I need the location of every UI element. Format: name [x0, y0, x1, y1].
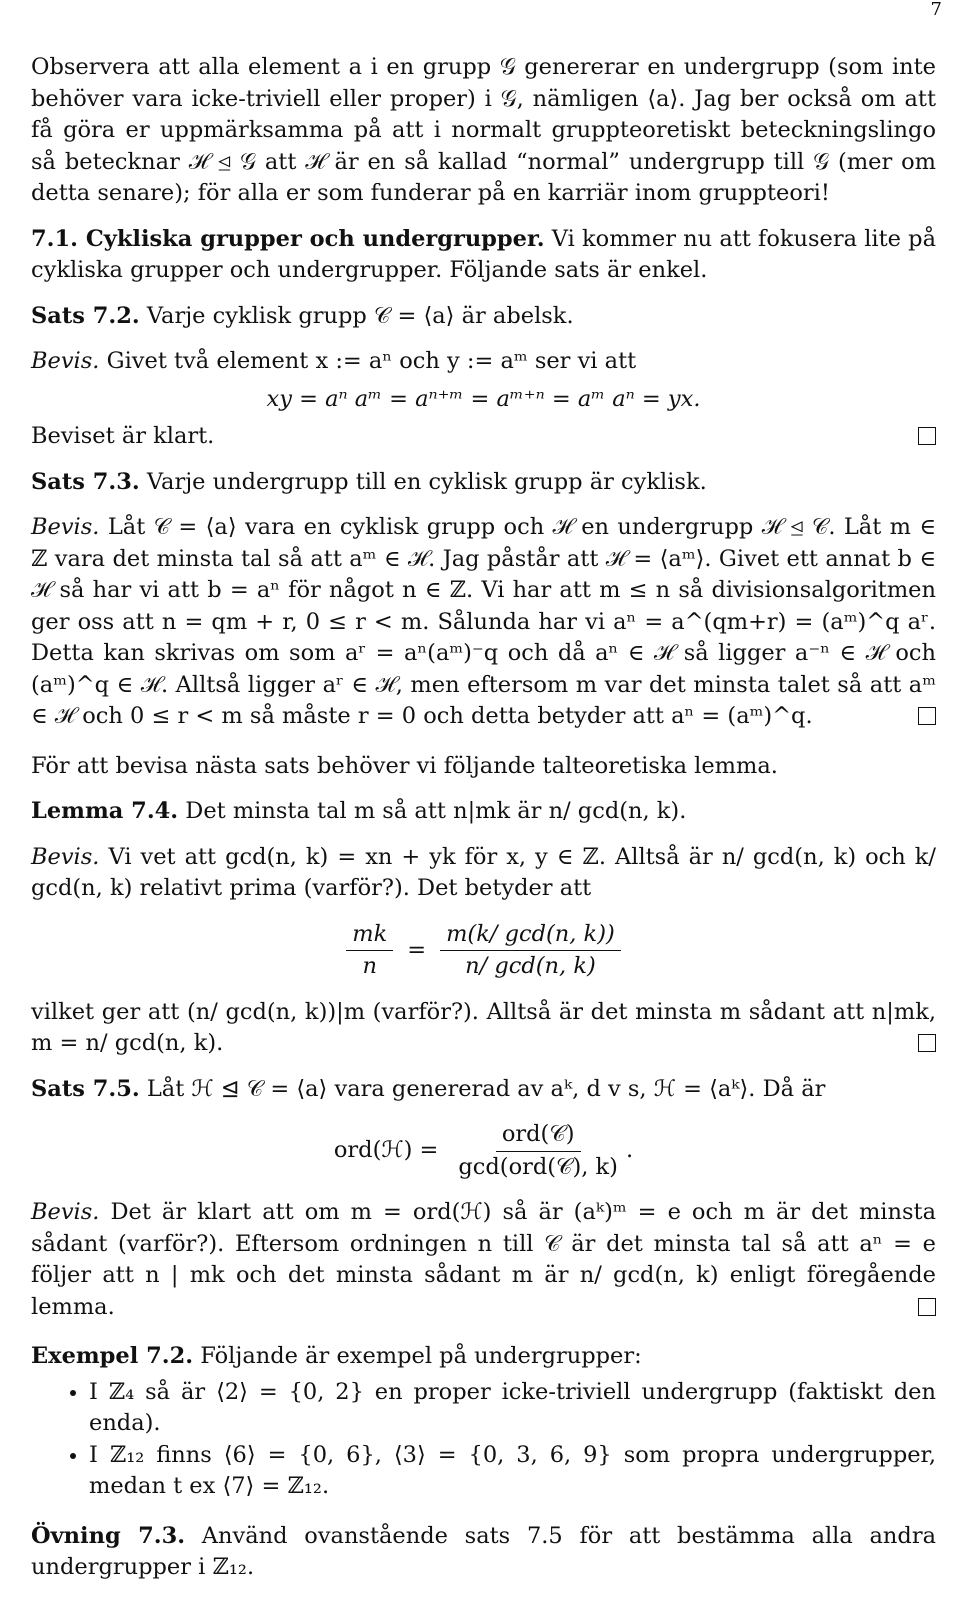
list-item: • I ℤ₄ så är ⟨2⟩ = {0, 2} en proper icke-triviell undergrupp (faktiskt den enda). — [89, 1377, 936, 1440]
ovning-heading: Övning 7.3. — [31, 1522, 186, 1549]
fraction-numerator: m(k/ gcd(n, k)) — [440, 919, 621, 952]
qed-icon — [918, 707, 936, 725]
bevis-text: Givet två element x := aⁿ och y := aᵐ ser vi att — [99, 348, 637, 374]
qed-icon — [918, 1034, 936, 1052]
bevis-7-4 — [31, 842, 936, 905]
exempel-text: Följande är exempel på undergrupper: — [193, 1343, 642, 1369]
lemma-intro-text: För att bevisa nästa sats behöver vi följande talteoretiska lemma. — [31, 752, 778, 779]
exempel-heading: Exempel 7.2. — [31, 1343, 194, 1369]
fraction-denominator: gcd(ord(𝒞), k) — [458, 1153, 618, 1180]
bevis-7-5 — [31, 1197, 936, 1323]
bevis-7-3 — [31, 512, 936, 733]
fraction-lhs — [346, 919, 393, 983]
ovning-text: Använd ovanstående sats 7.5 för att bestämma alla andra undergrupper i ℤ₁₂. — [31, 1522, 936, 1580]
page-number: 7 — [930, 0, 942, 20]
document-body — [31, 52, 936, 1584]
bevis-end-text: Beviset är klart. — [31, 423, 215, 449]
section-heading: 7.1. Cykliska grupper och undergrupper. — [31, 225, 545, 252]
section-7-1 — [31, 224, 936, 287]
fraction-rhs — [440, 919, 621, 983]
bevis-conclusion-text: vilket ger att (n/ gcd(n, k))|m (varför?). Alltså är det minsta m sådant att n|mk, m = n/ gcd(n, k). — [31, 998, 936, 1056]
section-text: Vi kommer nu att fokusera lite på cykliska grupper och undergrupper. Följande sats är enkel. — [31, 225, 936, 283]
bevis-end — [31, 421, 936, 453]
bevis-text: Vi vet att gcd(n, k) = xn + yk för x, y ∈ ℤ. Alltså är n/ gcd(n, k) och k/ gcd(n, k) relativt prima (varför?). Det betyder att — [31, 843, 936, 901]
fraction-numerator: ord(𝒞) — [496, 1119, 581, 1152]
equation-period: . — [625, 1137, 634, 1164]
sats-heading: Sats 7.5. — [31, 1075, 140, 1102]
sats-7-3 — [31, 467, 936, 499]
lemma-heading: Lemma 7.4. — [31, 798, 179, 824]
fraction-denominator: n/ gcd(n, k) — [465, 953, 596, 979]
exempel-list — [31, 1377, 936, 1503]
exempel-7-2 — [31, 1341, 936, 1373]
fraction-equation — [31, 919, 936, 983]
bevis-label: Bevis. — [31, 1199, 100, 1225]
sats-text: Varje undergrupp till en cyklisk grupp är cyklisk. — [139, 468, 707, 495]
sats-7-5 — [31, 1074, 936, 1106]
bevis-7-2 — [31, 346, 936, 378]
sats-heading: Sats 7.3. — [31, 468, 140, 495]
lemma-text: Det minsta tal m så att n|mk är n/ gcd(n, k). — [178, 798, 687, 824]
list-item: • I ℤ₁₂ finns ⟨6⟩ = {0, 6}, ⟨3⟩ = {0, 3, 6, 9} som propra undergrupper, medan t ex ⟨7⟩ = ℤ₁₂. — [89, 1440, 936, 1503]
ovning-7-3 — [31, 1521, 936, 1584]
bevis-text: Låt 𝒞 = ⟨a⟩ vara en cyklisk grupp och ℋ en undergrupp ℋ ⊴ 𝒞. Låt m ∈ ℤ vara det minsta tal så att aᵐ ∈ ℋ. Jag påstår att ℋ = ⟨aᵐ⟩. Givet ett annat b ∈ ℋ så har vi att b = aⁿ för något n ∈ ℤ. Vi har att m ≤ n så divisionsalgoritmen ger oss att n = qm + r, 0 ≤ r < m. Sålunda har vi aⁿ = a^(qm+r) = (aᵐ)^q aʳ. Detta kan skrivas om som aʳ = aⁿ(aᵐ)⁻q och då aⁿ ∈ ℋ så ligger a⁻ⁿ ∈ ℋ och (aᵐ)^q ∈ ℋ. Alltså ligger aʳ ∈ ℋ, men eftersom m var det minsta talet så att aᵐ ∈ ℋ och 0 ≤ r < m så måste r = 0 och detta betyder att aⁿ = (aᵐ)^q. — [31, 514, 936, 729]
qed-icon — [918, 427, 936, 445]
lemma-intro — [31, 751, 936, 783]
bevis-label: Bevis. — [31, 348, 100, 374]
equation-lhs: ord(ℋ) = — [333, 1137, 439, 1164]
bevis-text: Det är klart att om m = ord(ℋ) så är (aᵏ)ᵐ = e och m är det minsta sådant (varför?). Eftersom ordningen n till 𝒞 är det minsta tal så att aⁿ = e följer att n | mk och det minsta sådant m är n/ gcd(n, k) enligt föregående lemma. — [31, 1199, 936, 1320]
display-equation: xy = aⁿ aᵐ = aⁿ⁺ᵐ = aᵐ⁺ⁿ = aᵐ aⁿ = yx. — [266, 385, 701, 412]
qed-icon — [918, 1298, 936, 1316]
sats-text: Varje cyklisk grupp 𝒞 = ⟨a⟩ är abelsk. — [139, 302, 574, 329]
sats-text: Låt ℋ ⊴ 𝒞 = ⟨a⟩ vara genererad av aᵏ, d v s, ℋ = ⟨aᵏ⟩. Då är — [139, 1075, 826, 1102]
bevis-label: Bevis. — [31, 514, 100, 540]
fraction-ord — [452, 1119, 624, 1183]
bevis-7-4-conclusion — [31, 997, 936, 1060]
sats-7-5-equation — [31, 1119, 936, 1183]
lemma-7-4 — [31, 796, 936, 828]
intro-paragraph: Observera att alla element a i en grupp 𝒢 genererar en undergrupp (som inte behöver vara icke-triviell eller proper) i 𝒢, nämligen ⟨a⟩. Jag ber också om att få göra er uppmärksamma på att i normalt gruppteoretiskt beteckningslingo så betecknar ℋ ⊴ 𝒢 att ℋ är en så kallad “normal” undergrupp till 𝒢 (mer om detta senare); för alla er som funderar på en karriär inom gruppteori! — [31, 54, 936, 206]
bevis-label: Bevis. — [31, 843, 100, 870]
fraction-denominator: n — [362, 953, 377, 979]
equals-sign: = — [407, 936, 427, 963]
fraction-numerator: mk — [346, 919, 393, 952]
sats-7-2 — [31, 301, 936, 333]
sats-heading: Sats 7.2. — [31, 302, 140, 329]
